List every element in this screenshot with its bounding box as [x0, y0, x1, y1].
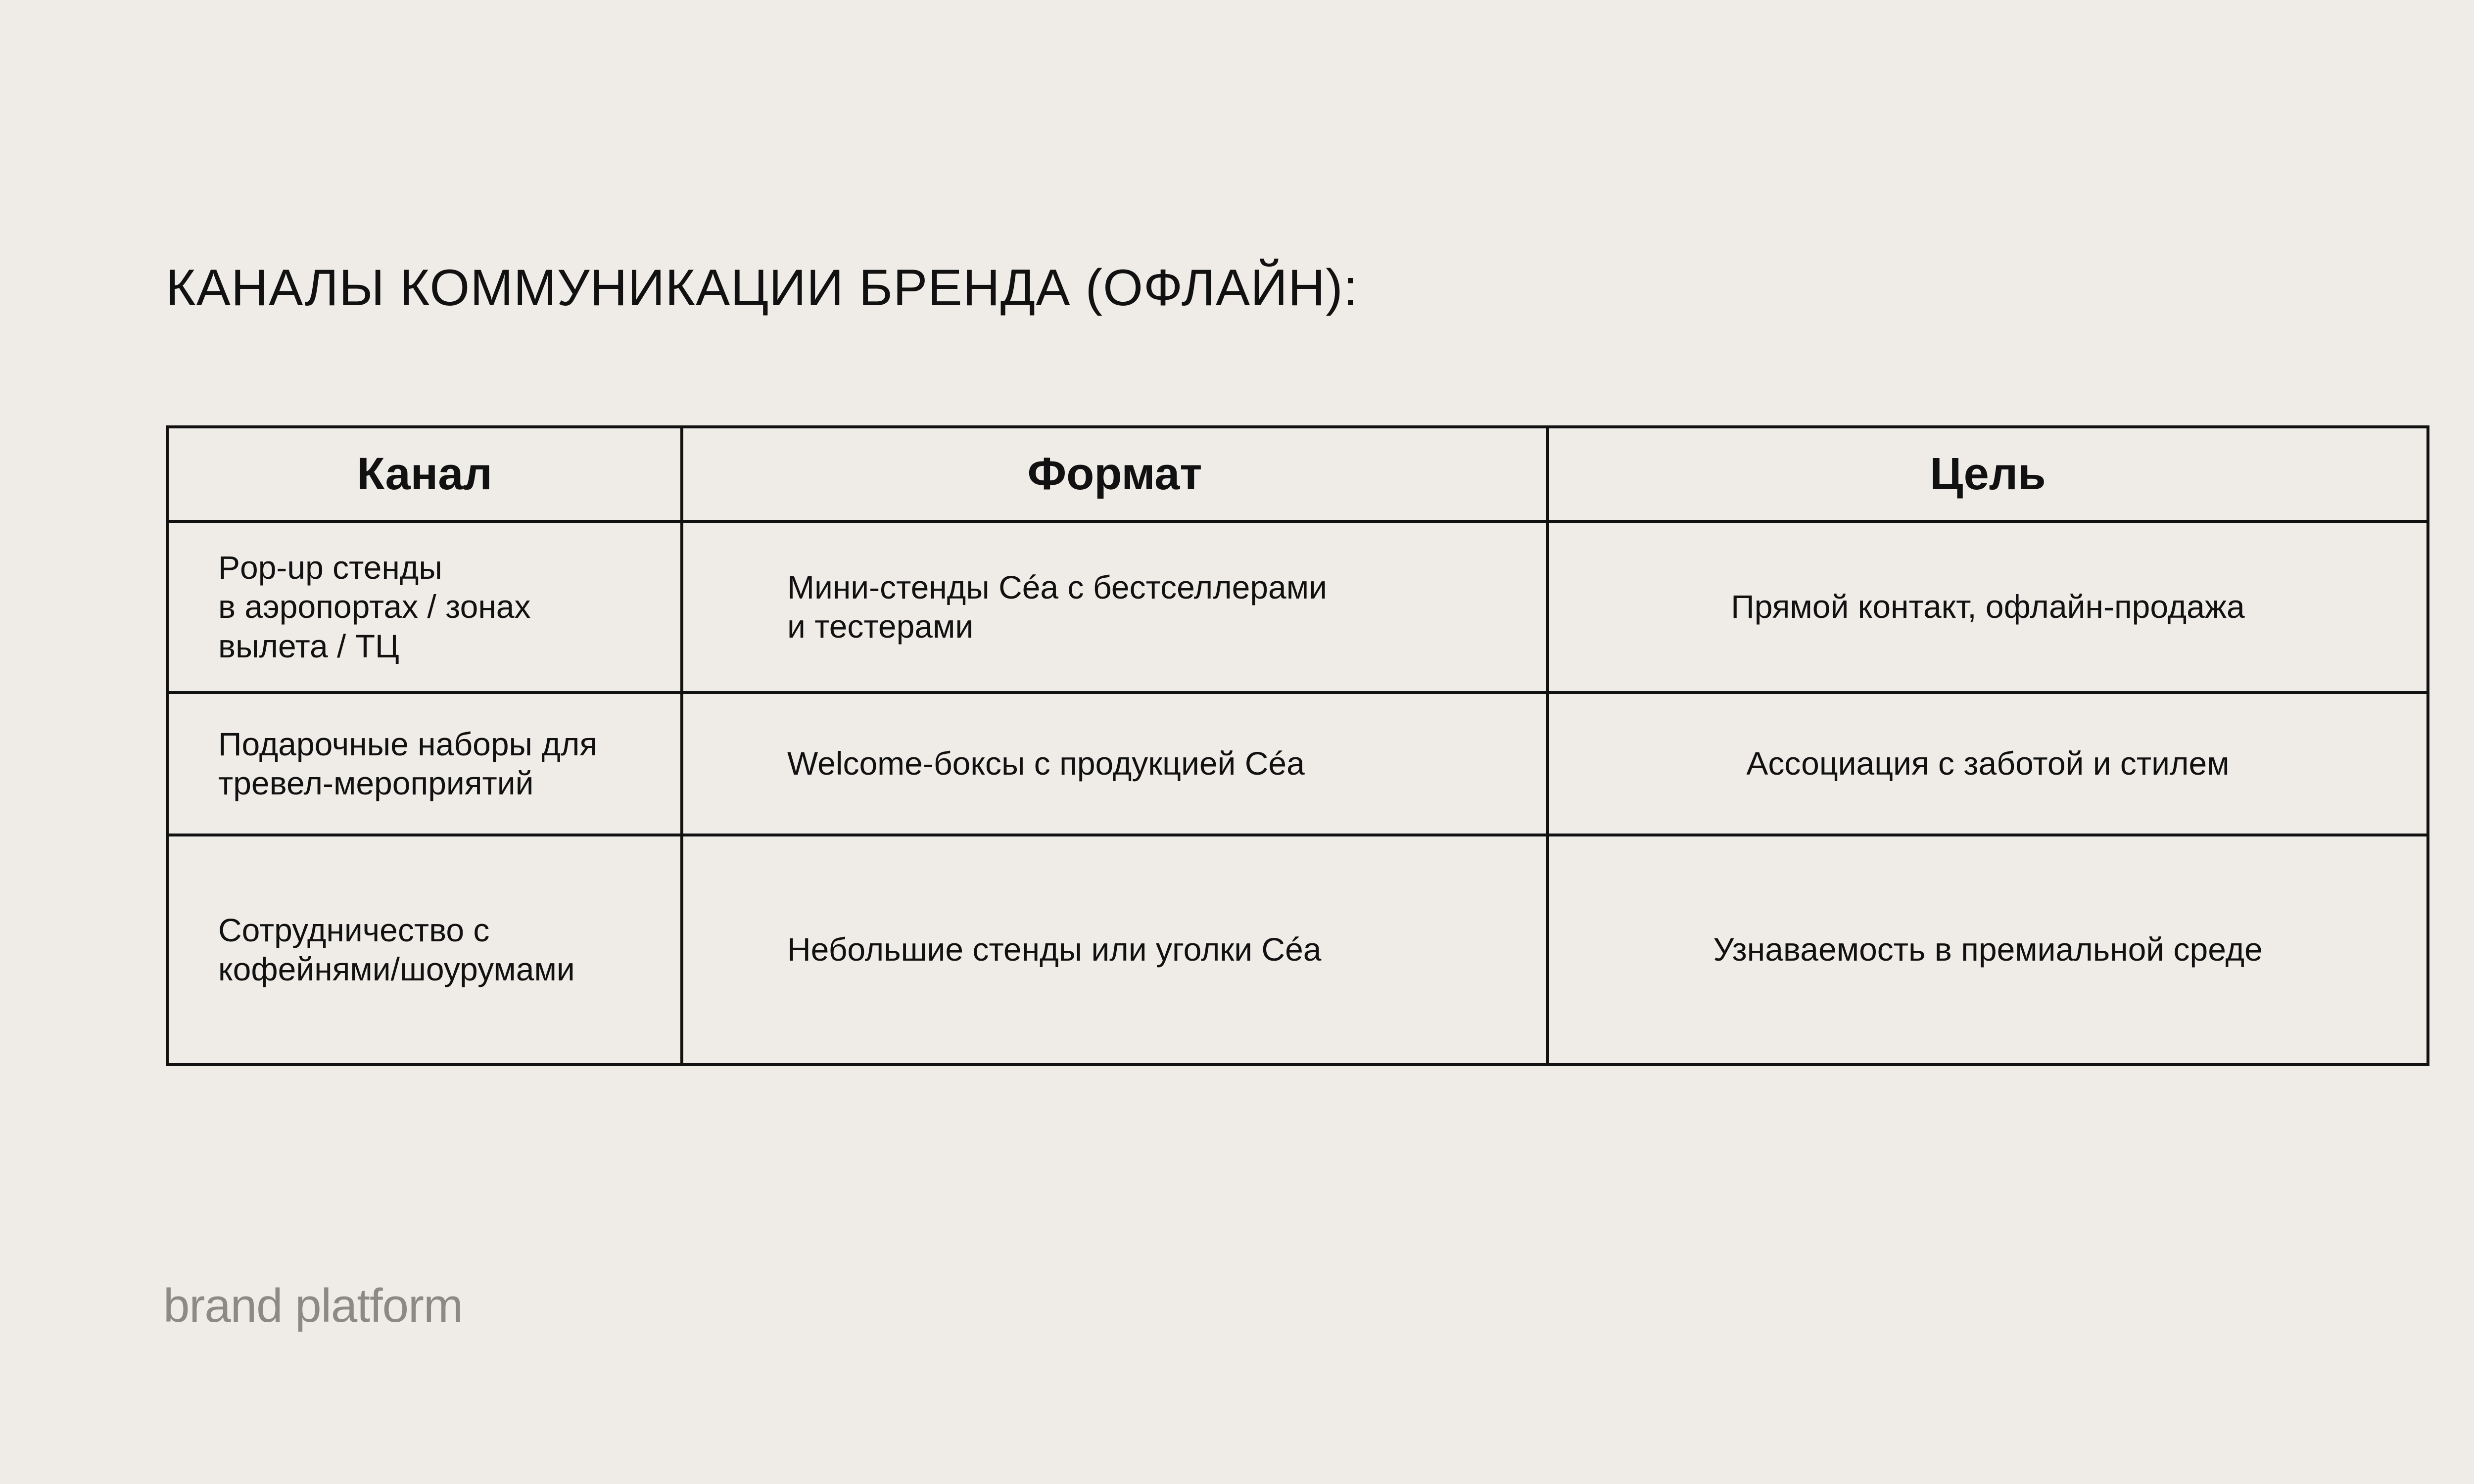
table-row: [167, 693, 2428, 835]
channels-table: [166, 425, 2429, 1066]
cell-goal: Прямой контакт, офлайн-продажа: [1548, 521, 2428, 693]
table-row: [167, 835, 2428, 1065]
table-header-row: [167, 427, 2428, 521]
cell-goal: Узнаваемость в премиальной среде: [1548, 835, 2428, 1065]
channels-table-wrapper: [166, 425, 2426, 1066]
footer-brand-label: brand platform: [163, 1279, 463, 1332]
cell-goal: Ассоциация с заботой и стилем: [1548, 693, 2428, 835]
cell-format: Небольшие стенды или уголки Céa: [682, 835, 1548, 1065]
header-format: Формат: [682, 427, 1548, 521]
cell-channel: Подарочные наборы для тревел-мероприятий: [167, 693, 682, 835]
header-goal: Цель: [1548, 427, 2428, 521]
slide-title: КАНАЛЫ КОММУНИКАЦИИ БРЕНДА (ОФЛАЙН):: [166, 259, 1358, 317]
cell-format: Мини-стенды Céa с бестселлерами и тестерами: [682, 521, 1548, 693]
cell-channel: Pop-up стенды в аэропортах / зонах вылета / ТЦ: [167, 521, 682, 693]
cell-format: Welcome-боксы с продукцией Céa: [682, 693, 1548, 835]
table-row: [167, 521, 2428, 693]
cell-channel: Сотрудничество с кофейнями/шоурумами: [167, 835, 682, 1065]
header-channel: Канал: [167, 427, 682, 521]
